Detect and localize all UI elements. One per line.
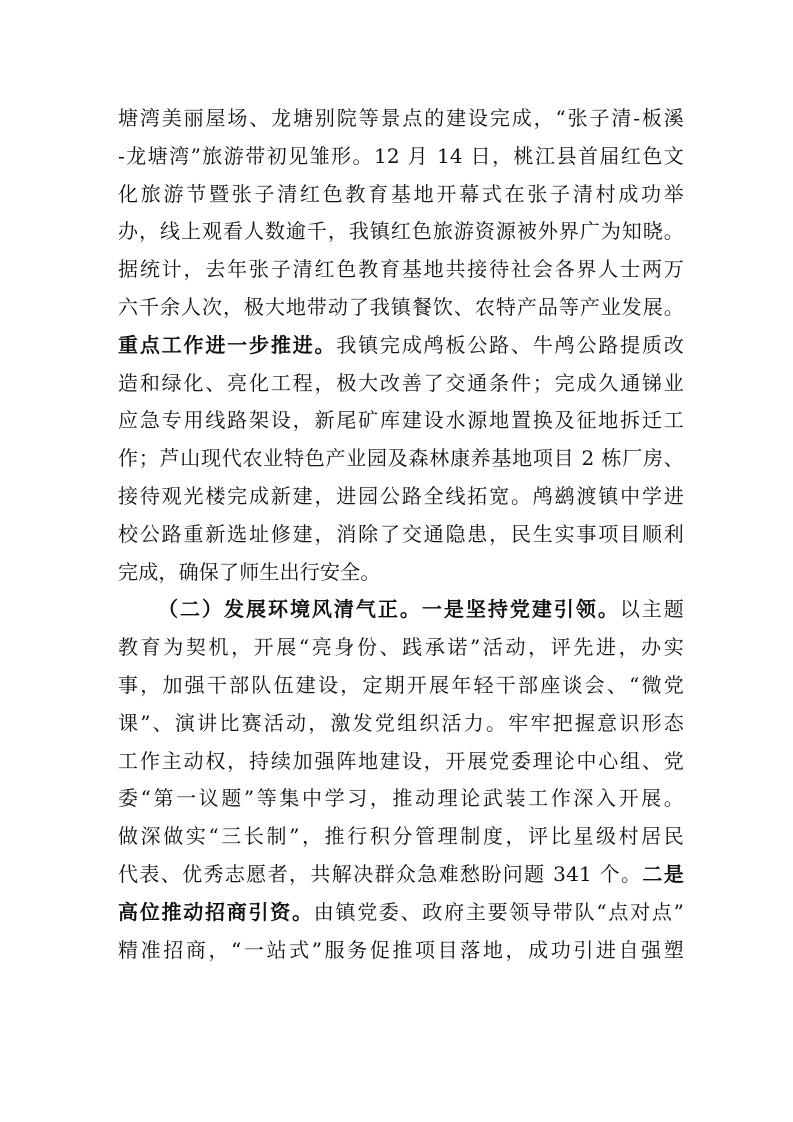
body-text: 精准招商，“一站式”服务促推项目落地，成功引进自强塑 [118,937,684,962]
body-text: 课”、演讲比赛活动，激发党组织活力。牢牢把握意识形态 [118,710,684,735]
text-line [118,516,684,554]
body-text: 做深做实“三长制”，推行积分管理制度，评比星级村居民 [118,824,684,849]
body-text: 完成，确保了师生出行安全。 [118,559,381,584]
text-line [118,213,684,251]
body-text: 校公路重新选址修建，消除了交通隐患，民生实事项目顺利 [118,521,684,546]
text-line [118,402,684,440]
text-line [118,932,684,970]
text-line [118,743,684,781]
document-body [118,100,684,969]
text-line [118,138,684,176]
text-line [118,365,684,403]
text-line [118,894,684,932]
text-line [118,100,684,138]
body-text: 我镇完成鸬板公路、牛鸬公路提质改 [336,332,685,357]
text-line [118,251,684,289]
bold-text: 重点工作进一步推进。 [118,332,337,357]
text-line [118,705,684,743]
body-text: 化旅游节暨张子清红色教育基地开幕式在张子清村成功举 [118,181,684,206]
body-text: 由镇党委、政府主要领导带队“点对点” [313,899,684,924]
text-line [118,856,684,894]
text-line [118,780,684,818]
text-line [118,289,684,327]
body-text: 塘湾美丽屋场、龙塘别院等景点的建设完成，“张子清-板溪 [118,106,684,130]
body-text: 据统计，去年张子清红色教育基地共接待社会各界人士两万 [118,257,684,282]
body-text: 作；芦山现代农业特色产业园及森林康养基地项目 2 栋厂房、 [118,446,684,471]
body-text: 工作主动权，持续加强阵地建设，开展党委理论中心组、党 [118,748,684,773]
text-line [118,818,684,856]
text-line [118,591,684,629]
body-text: 造和绿化、亮化工程，极大改善了交通条件；完成久通锑业 [118,370,684,395]
body-text: 教育为契机，开展“亮身份、践承诺”活动，评先进，办实 [118,635,684,660]
body-text: -龙塘湾”旅游带初见雏形。12 月 14 日，桃江县首届红色文 [118,143,684,168]
body-text: 事，加强干部队伍建设，定期开展年轻干部座谈会、“微党 [118,672,684,697]
body-text: 代表、优秀志愿者，共解决群众急难愁盼问题 341 个。 [118,861,643,886]
body-text: 委“第一议题”等集中学习，推动理论武装工作深入开展。 [118,786,684,811]
text-line [118,327,684,365]
text-line [118,554,684,592]
body-text: 以主题 [619,597,684,622]
body-text: 办，线上观看人数逾千，我镇红色旅游资源被外界广为知晓。 [118,219,684,244]
text-line [118,440,684,478]
body-text: 应急专用线路架设，新尾矿库建设水源地置换及征地拆迁工 [118,408,684,433]
bold-text: 二是 [642,861,684,886]
text-line [118,478,684,516]
text-line [118,176,684,214]
body-text: 六千余人次，极大地带动了我镇餐饮、农特产品等产业发展。 [118,294,684,319]
bold-text: （二）发展环境风清气正。一是坚持党建引领。 [158,597,620,622]
text-line [118,629,684,667]
text-line [118,667,684,705]
body-text: 接待观光楼完成新建，进园公路全线拓宽。鸬鹚渡镇中学进 [118,483,684,508]
bold-text: 高位推动招商引资。 [118,899,314,924]
